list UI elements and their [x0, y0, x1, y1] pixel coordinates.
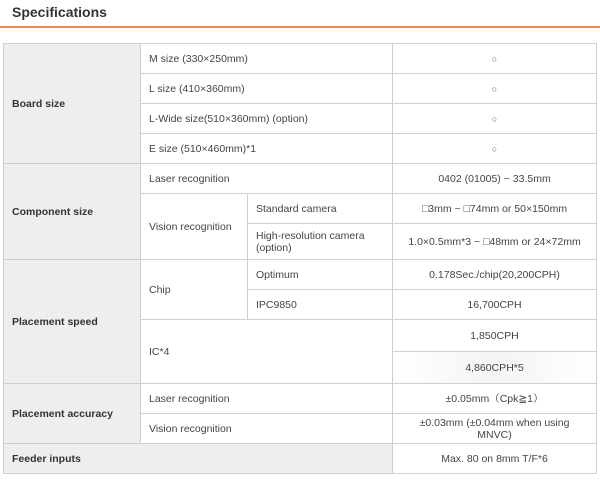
- section-header: [0, 0, 600, 28]
- spec-value: [393, 104, 597, 134]
- spec-value: 16,700CPH: [393, 290, 597, 320]
- availability-mark: ○: [491, 113, 498, 124]
- category-placement-speed: Placement speed: [4, 260, 141, 384]
- table-row: [4, 260, 597, 290]
- category-board-size: Board size: [4, 44, 141, 164]
- sub-spec-label: Optimum: [248, 260, 393, 290]
- spec-value: [393, 134, 597, 164]
- sub-spec-label: IPC9850: [248, 290, 393, 320]
- sub-spec-label: Standard camera: [248, 194, 393, 224]
- category-placement-accuracy: Placement accuracy: [4, 384, 141, 444]
- spec-label: L size (410×360mm): [141, 74, 393, 104]
- table-row: [4, 44, 597, 74]
- spec-label: Vision recognition: [141, 194, 248, 260]
- spec-label: E size (510×460mm)*1: [141, 134, 393, 164]
- table-row: [4, 384, 597, 414]
- spec-label: IC*4: [141, 320, 393, 384]
- availability-mark: ○: [491, 143, 498, 154]
- spec-label: M size (330×250mm): [141, 44, 393, 74]
- spec-value: Max. 80 on 8mm T/F*6: [393, 444, 597, 474]
- section-title: Specifications: [12, 4, 107, 20]
- spec-value: 4,860CPH*5: [393, 352, 597, 384]
- spec-value: □3mm ~ □74mm or 50×150mm: [393, 194, 597, 224]
- spec-value: 1,850CPH: [393, 320, 597, 352]
- spec-label: Laser recognition: [141, 384, 393, 414]
- spec-value: [393, 74, 597, 104]
- availability-mark: ○: [491, 83, 498, 94]
- spec-value: 0.178Sec./chip(20,200CPH): [393, 260, 597, 290]
- spec-label: Chip: [141, 260, 248, 320]
- spec-label: Laser recognition: [141, 164, 393, 194]
- spec-label: L-Wide size(510×360mm) (option): [141, 104, 393, 134]
- table-row: [4, 444, 597, 474]
- sub-spec-label: High-resolution camera (option): [248, 224, 393, 260]
- specifications-table: [3, 43, 597, 474]
- table-row: [4, 164, 597, 194]
- spec-value: 0402 (01005) ~ 33.5mm: [393, 164, 597, 194]
- category-feeder-inputs: Feeder inputs: [4, 444, 393, 474]
- category-component-size: Component size: [4, 164, 141, 260]
- spec-value: [393, 44, 597, 74]
- spec-value: ±0.03mm (±0.04mm when using MNVC): [393, 414, 597, 444]
- spec-label: Vision recognition: [141, 414, 393, 444]
- spec-value: ±0.05mm（Cpk≧1）: [393, 384, 597, 414]
- spec-value: 1.0×0.5mm*3 ~ □48mm or 24×72mm: [393, 224, 597, 260]
- availability-mark: ○: [491, 53, 498, 64]
